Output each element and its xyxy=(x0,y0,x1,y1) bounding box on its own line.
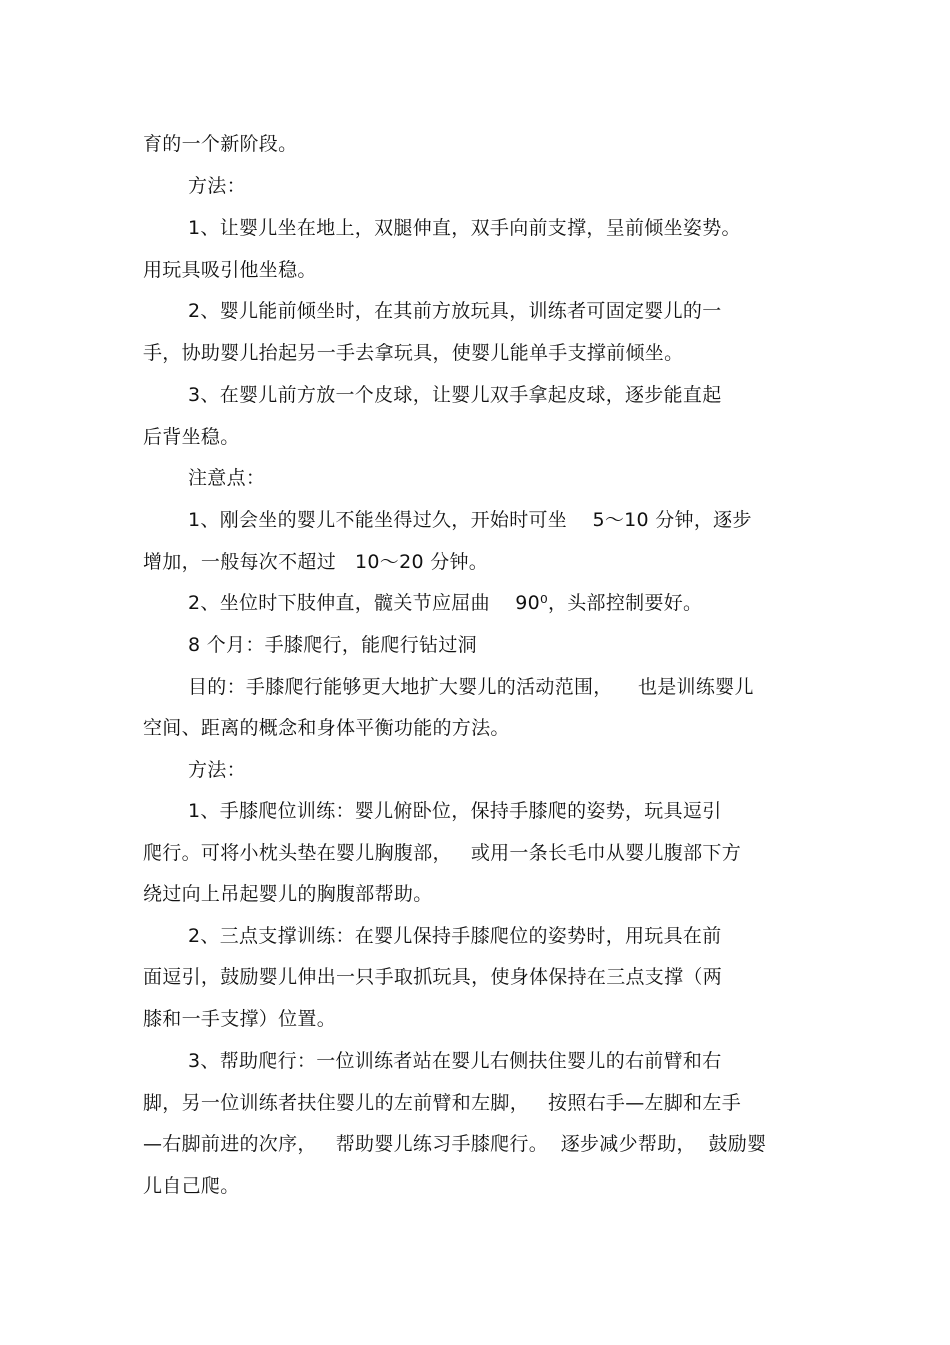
text-line: 方法： xyxy=(188,175,246,197)
text-line: 2、坐位时下肢伸直，髋关节应屈曲 90⁰，头部控制要好。 xyxy=(188,592,703,614)
text-line: 注意点： xyxy=(188,467,266,489)
text-line: 手，协助婴儿抬起另一手去拿玩具，使婴儿能单手支撑前倾坐。 xyxy=(143,342,684,364)
text-line: 面逗引，鼓励婴儿伸出一只手取抓玩具，使身体保持在三点支撑（两 xyxy=(143,966,723,988)
text-line: 增加，一般每次不超过 10～20 分钟。 xyxy=(143,551,489,573)
text-line: 空间、距离的概念和身体平衡功能的方法。 xyxy=(143,717,510,739)
text-line: 脚，另一位训练者扶住婴儿的左前臂和左脚， 按照右手—左脚和左手 xyxy=(143,1092,742,1114)
text-line: 膝和一手支撑）位置。 xyxy=(143,1008,337,1030)
text-line: 用玩具吸引他坐稳。 xyxy=(143,259,317,281)
text-line: 3、在婴儿前方放一个皮球，让婴儿双手拿起皮球，逐步能直起 xyxy=(188,384,722,406)
text-line: 育的一个新阶段。 xyxy=(143,133,298,155)
text-line: 1、让婴儿坐在地上，双腿伸直，双手向前支撑，呈前倾坐姿势。 xyxy=(188,217,741,239)
text-line: 1、刚会坐的婴儿不能坐得过久，开始时可坐 5～10 分钟，逐步 xyxy=(188,509,752,531)
text-line: 3、帮助爬行：一位训练者站在婴儿右侧扶住婴儿的右前臂和右 xyxy=(188,1050,722,1072)
text-line: 儿自己爬。 xyxy=(143,1175,240,1197)
text-line: 目的：手膝爬行能够更大地扩大婴儿的活动范围， 也是训练婴儿 xyxy=(188,676,754,698)
text-line: 绕过向上吊起婴儿的胸腹部帮助。 xyxy=(143,883,433,905)
text-line: 方法： xyxy=(188,759,246,781)
text-line: 后背坐稳。 xyxy=(143,426,240,448)
text-line: 2、三点支撑训练：在婴儿保持手膝爬位的姿势时，用玩具在前 xyxy=(188,925,722,947)
text-line: 1、手膝爬位训练：婴儿俯卧位，保持手膝爬的姿势，玩具逗引 xyxy=(188,800,722,822)
text-line: 2、婴儿能前倾坐时，在其前方放玩具，训练者可固定婴儿的一 xyxy=(188,300,722,322)
text-line: —右脚前进的次序， 帮助婴儿练习手膝爬行。 逐步减少帮助， 鼓励婴 xyxy=(143,1133,767,1155)
text-line: 8 个月：手膝爬行，能爬行钻过洞 xyxy=(188,634,477,656)
text-line: 爬行。可将小枕头垫在婴儿胸腹部， 或用一条长毛巾从婴儿腹部下方 xyxy=(143,842,742,864)
